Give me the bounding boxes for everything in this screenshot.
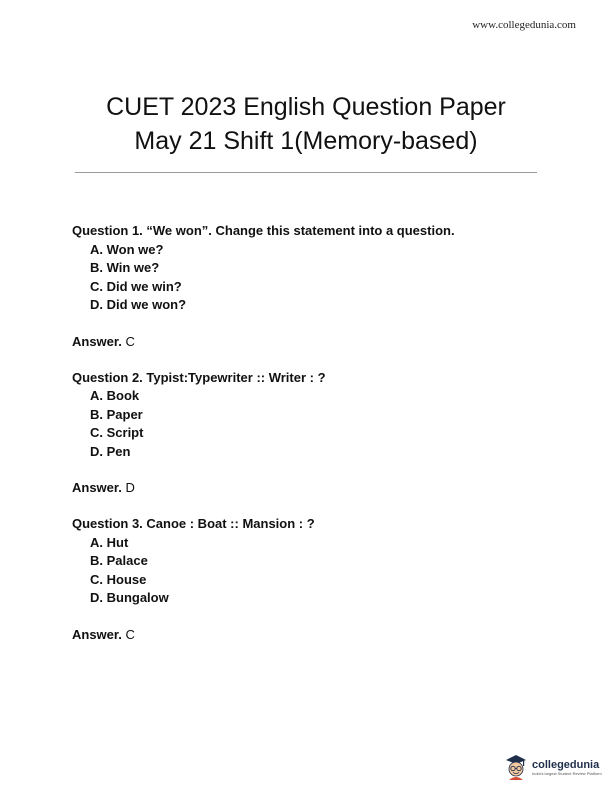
mascot-icon bbox=[503, 753, 529, 781]
option-b: B. Win we? bbox=[90, 260, 160, 275]
question-text: Question 3. Canoe : Boat :: Mansion : ? bbox=[72, 516, 315, 531]
question-text: Question 1. “We won”. Change this statement into a question. bbox=[72, 223, 455, 238]
collegedunia-logo bbox=[503, 752, 612, 782]
logo-wordmark: collegedunia bbox=[532, 758, 600, 771]
option-list bbox=[72, 387, 572, 461]
answer-line bbox=[72, 333, 572, 351]
answer-value: D bbox=[125, 480, 135, 495]
question-block-3 bbox=[72, 515, 572, 644]
page-title-line-2: May 21 Shift 1(Memory-based) bbox=[134, 127, 478, 155]
option-list bbox=[72, 241, 572, 315]
title-divider bbox=[75, 172, 537, 173]
option-d: D. Did we won? bbox=[90, 297, 187, 312]
option-a: A. Book bbox=[90, 388, 140, 403]
page-title-line-1: CUET 2023 English Question Paper bbox=[106, 93, 506, 121]
logo-tagline: India's largest Student Review Platform bbox=[532, 770, 602, 776]
answer-label: Answer. bbox=[72, 333, 122, 349]
question-list bbox=[72, 222, 572, 662]
answer-value: C bbox=[125, 626, 135, 642]
option-c: C. Did we win? bbox=[90, 278, 182, 294]
option-a: A. Won we? bbox=[90, 241, 164, 257]
answer-value: C bbox=[125, 333, 135, 349]
option-c: C. House bbox=[90, 571, 147, 587]
option-a: A. Hut bbox=[90, 534, 129, 550]
answer-line bbox=[72, 626, 572, 644]
answer-label: Answer. bbox=[72, 480, 122, 495]
question-block-1 bbox=[72, 222, 572, 351]
option-list bbox=[72, 534, 572, 608]
option-b: B. Palace bbox=[90, 553, 148, 568]
option-d: D. Bungalow bbox=[90, 590, 169, 605]
answer-label: Answer. bbox=[72, 626, 122, 642]
page-title bbox=[0, 90, 612, 158]
question-text: Question 2. Typist:Typewriter :: Writer : ? bbox=[72, 369, 326, 385]
site-url: www.collegedunia.com bbox=[472, 19, 576, 31]
answer-line bbox=[72, 479, 572, 497]
question-block-2 bbox=[72, 369, 572, 498]
option-d: D. Pen bbox=[90, 443, 131, 459]
option-b: B. Paper bbox=[90, 406, 143, 422]
option-c: C. Script bbox=[90, 425, 144, 440]
